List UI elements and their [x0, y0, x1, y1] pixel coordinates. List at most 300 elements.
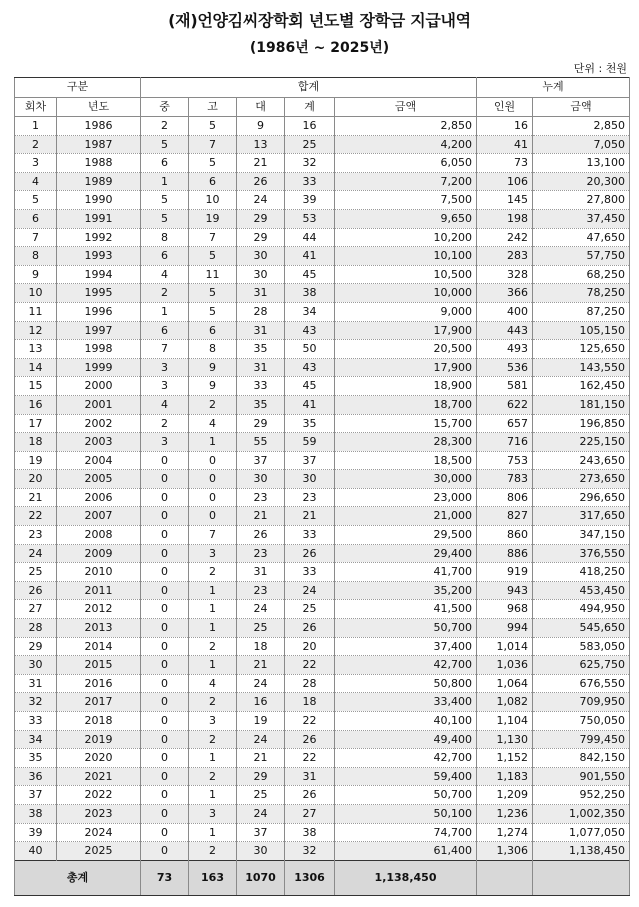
cell-cum-people: 1,104	[477, 712, 533, 731]
cell-amount: 28,300	[335, 433, 477, 452]
header-amount: 금액	[335, 97, 477, 117]
cell-round: 29	[15, 637, 57, 656]
cell-high: 2	[189, 767, 237, 786]
cell-round: 20	[15, 470, 57, 489]
header-year: 년도	[57, 97, 141, 117]
table-row	[15, 191, 630, 210]
cell-round: 16	[15, 395, 57, 414]
cell-sum: 30	[285, 470, 335, 489]
totals-cum-people	[477, 860, 533, 895]
header-group-category: 구분	[15, 78, 141, 98]
cell-univ: 9	[237, 117, 285, 136]
cell-univ: 23	[237, 581, 285, 600]
cell-year: 2018	[57, 712, 141, 731]
cell-cum-amount: 243,650	[533, 451, 630, 470]
cell-high: 1	[189, 600, 237, 619]
cell-amount: 10,100	[335, 247, 477, 266]
cell-middle: 0	[141, 674, 189, 693]
cell-high: 3	[189, 804, 237, 823]
cell-year: 1993	[57, 247, 141, 266]
cell-amount: 10,500	[335, 265, 477, 284]
cell-univ: 31	[237, 284, 285, 303]
cell-sum: 25	[285, 600, 335, 619]
cell-year: 1991	[57, 209, 141, 228]
cell-cum-people: 657	[477, 414, 533, 433]
cell-high: 9	[189, 358, 237, 377]
cell-year: 2011	[57, 581, 141, 600]
header-cum-amount: 금액	[533, 97, 630, 117]
cell-middle: 5	[141, 135, 189, 154]
cell-cum-amount: 181,150	[533, 395, 630, 414]
table-row	[15, 358, 630, 377]
cell-round: 5	[15, 191, 57, 210]
cell-high: 6	[189, 321, 237, 340]
cell-amount: 30,000	[335, 470, 477, 489]
cell-cum-amount: 676,550	[533, 674, 630, 693]
cell-sum: 45	[285, 377, 335, 396]
table-footer	[15, 860, 630, 895]
cell-cum-amount: 68,250	[533, 265, 630, 284]
cell-sum: 22	[285, 656, 335, 675]
cell-cum-people: 581	[477, 377, 533, 396]
cell-round: 26	[15, 581, 57, 600]
cell-high: 6	[189, 172, 237, 191]
cell-cum-amount: 750,050	[533, 712, 630, 731]
table-row	[15, 433, 630, 452]
cell-cum-people: 968	[477, 600, 533, 619]
cell-univ: 21	[237, 749, 285, 768]
cell-univ: 31	[237, 563, 285, 582]
totals-amount: 1,138,450	[335, 860, 477, 895]
cell-cum-people: 716	[477, 433, 533, 452]
cell-year: 2002	[57, 414, 141, 433]
cell-middle: 5	[141, 209, 189, 228]
cell-middle: 0	[141, 600, 189, 619]
cell-high: 10	[189, 191, 237, 210]
cell-sum: 38	[285, 823, 335, 842]
cell-high: 3	[189, 712, 237, 731]
cell-amount: 21,000	[335, 507, 477, 526]
cell-round: 30	[15, 656, 57, 675]
cell-cum-people: 1,306	[477, 842, 533, 861]
cell-sum: 39	[285, 191, 335, 210]
cell-cum-amount: 7,050	[533, 135, 630, 154]
table-row	[15, 767, 630, 786]
header-round: 회차	[15, 97, 57, 117]
cell-middle: 0	[141, 786, 189, 805]
cell-middle: 6	[141, 154, 189, 173]
cell-cum-people: 198	[477, 209, 533, 228]
cell-univ: 21	[237, 154, 285, 173]
cell-sum: 45	[285, 265, 335, 284]
cell-middle: 0	[141, 526, 189, 545]
cell-cum-people: 1,183	[477, 767, 533, 786]
cell-cum-amount: 952,250	[533, 786, 630, 805]
cell-univ: 30	[237, 842, 285, 861]
table-row	[15, 470, 630, 489]
cell-high: 1	[189, 619, 237, 638]
cell-high: 2	[189, 730, 237, 749]
cell-high: 1	[189, 786, 237, 805]
cell-cum-people: 886	[477, 544, 533, 563]
cell-cum-people: 242	[477, 228, 533, 247]
cell-middle: 6	[141, 247, 189, 266]
table-row	[15, 842, 630, 861]
totals-middle: 73	[141, 860, 189, 895]
table-row	[15, 321, 630, 340]
cell-univ: 35	[237, 395, 285, 414]
cell-sum: 27	[285, 804, 335, 823]
cell-cum-people: 328	[477, 265, 533, 284]
cell-round: 34	[15, 730, 57, 749]
cell-cum-people: 106	[477, 172, 533, 191]
cell-high: 1	[189, 749, 237, 768]
cell-amount: 50,700	[335, 786, 477, 805]
cell-year: 2017	[57, 693, 141, 712]
header-group-total: 합계	[141, 78, 477, 98]
cell-high: 5	[189, 117, 237, 136]
cell-amount: 50,100	[335, 804, 477, 823]
cell-amount: 42,700	[335, 749, 477, 768]
cell-sum: 31	[285, 767, 335, 786]
table-row	[15, 786, 630, 805]
cell-middle: 0	[141, 451, 189, 470]
cell-amount: 41,500	[335, 600, 477, 619]
cell-year: 1996	[57, 302, 141, 321]
cell-year: 2009	[57, 544, 141, 563]
cell-round: 31	[15, 674, 57, 693]
cell-round: 39	[15, 823, 57, 842]
cell-univ: 19	[237, 712, 285, 731]
cell-middle: 0	[141, 767, 189, 786]
cell-round: 33	[15, 712, 57, 731]
cell-year: 2021	[57, 767, 141, 786]
cell-cum-people: 860	[477, 526, 533, 545]
cell-sum: 34	[285, 302, 335, 321]
cell-amount: 18,500	[335, 451, 477, 470]
cell-round: 40	[15, 842, 57, 861]
cell-round: 18	[15, 433, 57, 452]
cell-cum-amount: 1,138,450	[533, 842, 630, 861]
cell-high: 0	[189, 488, 237, 507]
cell-sum: 18	[285, 693, 335, 712]
cell-amount: 10,000	[335, 284, 477, 303]
cell-round: 35	[15, 749, 57, 768]
cell-cum-amount: 87,250	[533, 302, 630, 321]
cell-amount: 49,400	[335, 730, 477, 749]
cell-cum-amount: 347,150	[533, 526, 630, 545]
cell-amount: 6,050	[335, 154, 477, 173]
table-row	[15, 637, 630, 656]
cell-middle: 0	[141, 823, 189, 842]
cell-sum: 26	[285, 786, 335, 805]
cell-sum: 41	[285, 395, 335, 414]
table-row	[15, 507, 630, 526]
cell-sum: 59	[285, 433, 335, 452]
cell-sum: 21	[285, 507, 335, 526]
cell-year: 2001	[57, 395, 141, 414]
cell-cum-amount: 376,550	[533, 544, 630, 563]
cell-cum-amount: 1,002,350	[533, 804, 630, 823]
cell-middle: 1	[141, 172, 189, 191]
cell-sum: 24	[285, 581, 335, 600]
cell-amount: 7,200	[335, 172, 477, 191]
cell-amount: 59,400	[335, 767, 477, 786]
table-row	[15, 544, 630, 563]
totals-sum: 1306	[285, 860, 335, 895]
header-sum: 계	[285, 97, 335, 117]
totals-cum-amount	[533, 860, 630, 895]
cell-middle: 3	[141, 433, 189, 452]
cell-round: 38	[15, 804, 57, 823]
cell-sum: 23	[285, 488, 335, 507]
table-row	[15, 600, 630, 619]
cell-middle: 0	[141, 563, 189, 582]
cell-univ: 25	[237, 619, 285, 638]
table-row	[15, 209, 630, 228]
cell-year: 1998	[57, 340, 141, 359]
cell-year: 2014	[57, 637, 141, 656]
cell-sum: 53	[285, 209, 335, 228]
cell-amount: 42,700	[335, 656, 477, 675]
cell-sum: 44	[285, 228, 335, 247]
cell-round: 9	[15, 265, 57, 284]
cell-cum-people: 1,064	[477, 674, 533, 693]
cell-cum-people: 1,209	[477, 786, 533, 805]
cell-amount: 23,000	[335, 488, 477, 507]
cell-high: 1	[189, 433, 237, 452]
cell-year: 1999	[57, 358, 141, 377]
cell-sum: 16	[285, 117, 335, 136]
table-row	[15, 265, 630, 284]
cell-cum-amount: 57,750	[533, 247, 630, 266]
table-row	[15, 581, 630, 600]
cell-amount: 17,900	[335, 321, 477, 340]
cell-amount: 20,500	[335, 340, 477, 359]
cell-middle: 3	[141, 358, 189, 377]
cell-middle: 0	[141, 507, 189, 526]
cell-round: 12	[15, 321, 57, 340]
cell-sum: 32	[285, 154, 335, 173]
cell-middle: 0	[141, 730, 189, 749]
cell-high: 5	[189, 154, 237, 173]
cell-round: 25	[15, 563, 57, 582]
cell-high: 5	[189, 247, 237, 266]
table-row	[15, 395, 630, 414]
cell-round: 27	[15, 600, 57, 619]
table-row	[15, 674, 630, 693]
cell-middle: 0	[141, 470, 189, 489]
cell-year: 2008	[57, 526, 141, 545]
cell-round: 11	[15, 302, 57, 321]
cell-cum-people: 366	[477, 284, 533, 303]
cell-high: 4	[189, 414, 237, 433]
table-row	[15, 804, 630, 823]
cell-cum-people: 1,152	[477, 749, 533, 768]
cell-high: 0	[189, 470, 237, 489]
table-row	[15, 488, 630, 507]
cell-round: 23	[15, 526, 57, 545]
cell-cum-people: 443	[477, 321, 533, 340]
page-subtitle: (1986년 ~ 2025년)	[249, 40, 390, 56]
totals-row	[15, 860, 630, 895]
table-row	[15, 340, 630, 359]
cell-high: 7	[189, 135, 237, 154]
unit-label: 단위 : 천원	[573, 62, 627, 75]
table-row	[15, 451, 630, 470]
cell-sum: 41	[285, 247, 335, 266]
cell-amount: 10,200	[335, 228, 477, 247]
cell-sum: 50	[285, 340, 335, 359]
cell-cum-people: 536	[477, 358, 533, 377]
cell-sum: 33	[285, 563, 335, 582]
scholarship-table	[14, 77, 630, 896]
cell-round: 2	[15, 135, 57, 154]
cell-cum-amount: 37,450	[533, 209, 630, 228]
cell-cum-people: 145	[477, 191, 533, 210]
cell-amount: 37,400	[335, 637, 477, 656]
cell-sum: 35	[285, 414, 335, 433]
table-row	[15, 377, 630, 396]
cell-cum-amount: 225,150	[533, 433, 630, 452]
cell-cum-amount: 47,650	[533, 228, 630, 247]
cell-middle: 0	[141, 712, 189, 731]
cell-middle: 0	[141, 842, 189, 861]
cell-amount: 29,500	[335, 526, 477, 545]
cell-year: 1992	[57, 228, 141, 247]
cell-cum-people: 16	[477, 117, 533, 136]
cell-univ: 31	[237, 321, 285, 340]
cell-round: 8	[15, 247, 57, 266]
cell-round: 24	[15, 544, 57, 563]
cell-middle: 7	[141, 340, 189, 359]
cell-round: 36	[15, 767, 57, 786]
cell-amount: 50,800	[335, 674, 477, 693]
cell-middle: 0	[141, 581, 189, 600]
header-high: 고	[189, 97, 237, 117]
table-header	[15, 78, 630, 117]
cell-univ: 30	[237, 247, 285, 266]
cell-sum: 28	[285, 674, 335, 693]
cell-univ: 24	[237, 600, 285, 619]
cell-middle: 1	[141, 302, 189, 321]
cell-round: 10	[15, 284, 57, 303]
cell-cum-people: 919	[477, 563, 533, 582]
cell-year: 1989	[57, 172, 141, 191]
cell-univ: 29	[237, 228, 285, 247]
cell-cum-people: 753	[477, 451, 533, 470]
cell-univ: 33	[237, 377, 285, 396]
cell-univ: 29	[237, 767, 285, 786]
cell-amount: 9,650	[335, 209, 477, 228]
cell-amount: 18,900	[335, 377, 477, 396]
table-row	[15, 228, 630, 247]
cell-univ: 31	[237, 358, 285, 377]
cell-univ: 55	[237, 433, 285, 452]
table-row	[15, 172, 630, 191]
cell-amount: 41,700	[335, 563, 477, 582]
cell-year: 2020	[57, 749, 141, 768]
cell-amount: 17,900	[335, 358, 477, 377]
cell-year: 1987	[57, 135, 141, 154]
cell-cum-people: 493	[477, 340, 533, 359]
cell-univ: 23	[237, 544, 285, 563]
cell-univ: 30	[237, 470, 285, 489]
cell-cum-amount: 317,650	[533, 507, 630, 526]
cell-middle: 2	[141, 117, 189, 136]
cell-cum-amount: 2,850	[533, 117, 630, 136]
cell-cum-people: 283	[477, 247, 533, 266]
cell-univ: 26	[237, 526, 285, 545]
totals-univ: 1070	[237, 860, 285, 895]
cell-sum: 32	[285, 842, 335, 861]
cell-amount: 35,200	[335, 581, 477, 600]
table-body	[15, 117, 630, 861]
cell-middle: 0	[141, 693, 189, 712]
cell-year: 2013	[57, 619, 141, 638]
cell-cum-people: 783	[477, 470, 533, 489]
cell-cum-amount: 273,650	[533, 470, 630, 489]
table-row	[15, 302, 630, 321]
cell-cum-people: 943	[477, 581, 533, 600]
cell-cum-people: 622	[477, 395, 533, 414]
cell-round: 6	[15, 209, 57, 228]
cell-cum-amount: 418,250	[533, 563, 630, 582]
cell-high: 5	[189, 302, 237, 321]
header-group-cumulative: 누계	[477, 78, 630, 98]
cell-sum: 22	[285, 749, 335, 768]
table-row	[15, 823, 630, 842]
cell-cum-amount: 842,150	[533, 749, 630, 768]
cell-univ: 25	[237, 786, 285, 805]
cell-univ: 21	[237, 656, 285, 675]
cell-middle: 0	[141, 619, 189, 638]
cell-middle: 0	[141, 749, 189, 768]
cell-round: 4	[15, 172, 57, 191]
cell-cum-people: 1,130	[477, 730, 533, 749]
cell-univ: 24	[237, 804, 285, 823]
cell-round: 17	[15, 414, 57, 433]
totals-high: 163	[189, 860, 237, 895]
cell-cum-people: 806	[477, 488, 533, 507]
cell-middle: 0	[141, 544, 189, 563]
cell-amount: 15,700	[335, 414, 477, 433]
cell-sum: 25	[285, 135, 335, 154]
cell-middle: 5	[141, 191, 189, 210]
cell-high: 9	[189, 377, 237, 396]
cell-high: 2	[189, 842, 237, 861]
cell-cum-amount: 296,650	[533, 488, 630, 507]
cell-middle: 0	[141, 804, 189, 823]
cell-univ: 37	[237, 451, 285, 470]
cell-year: 2005	[57, 470, 141, 489]
cell-sum: 38	[285, 284, 335, 303]
cell-round: 19	[15, 451, 57, 470]
cell-cum-amount: 143,550	[533, 358, 630, 377]
cell-middle: 3	[141, 377, 189, 396]
cell-amount: 61,400	[335, 842, 477, 861]
cell-middle: 0	[141, 637, 189, 656]
cell-amount: 74,700	[335, 823, 477, 842]
cell-cum-people: 1,014	[477, 637, 533, 656]
cell-cum-people: 73	[477, 154, 533, 173]
table-row	[15, 656, 630, 675]
cell-sum: 33	[285, 526, 335, 545]
cell-cum-amount: 196,850	[533, 414, 630, 433]
cell-high: 2	[189, 637, 237, 656]
cell-cum-people: 41	[477, 135, 533, 154]
cell-cum-amount: 162,450	[533, 377, 630, 396]
